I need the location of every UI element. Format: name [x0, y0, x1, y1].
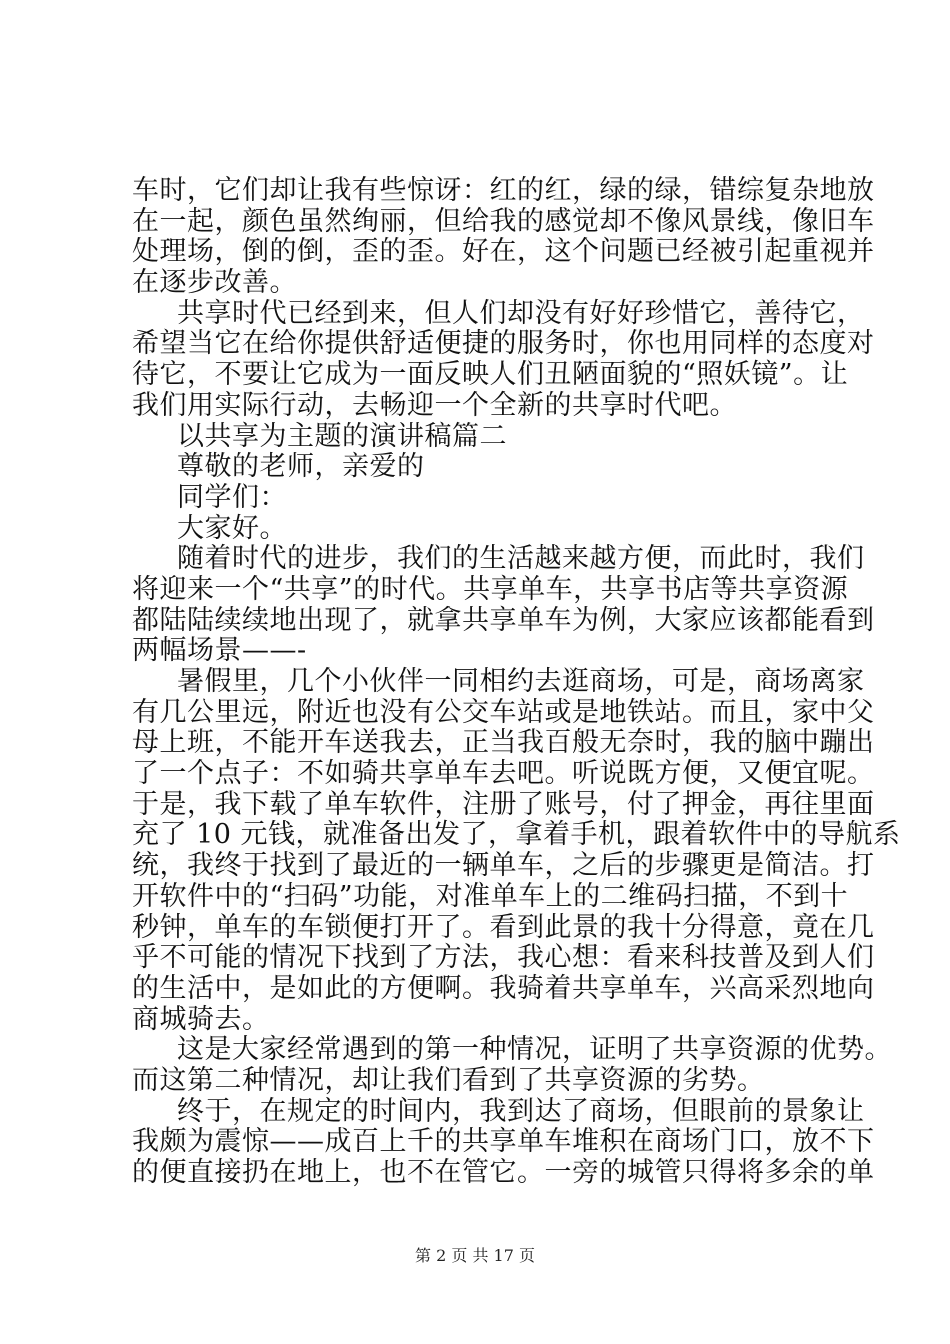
text-line: 这是大家经常遇到的第一种情况，证明了共享资源的优势。 [177, 1034, 892, 1066]
text-line: 的便直接扔在地上，也不在管它。一旁的城管只得将多余的单 [132, 1157, 875, 1188]
text-line: 在一起，颜色虽然绚丽，但给我的感觉却不像风景线，像旧车 [132, 205, 875, 237]
text-line: 我颇为震惊——成百上千的共享单车堆积在商场门口，放不下 [132, 1126, 875, 1158]
text-line: 希望当它在给你提供舒适便捷的服务时，你也用同样的态度对 [132, 328, 875, 360]
text-line: 尊敬的老师，亲爱的 [177, 451, 425, 483]
text-line: 共享时代已经到来，但人们却没有好好珍惜它，善待它， [177, 297, 865, 329]
document-body [132, 175, 901, 1189]
text-line: 在逐步改善。 [132, 267, 297, 299]
text-line: 大家好。 [177, 512, 287, 544]
text-line: 将迎来一个“共享”的时代。共享单车，共享书店等共享资源 [132, 573, 849, 605]
text-line: 暑假里，几个小伙伴一同相约去逛商场，可是，商场离家 [177, 666, 865, 697]
text-line: 都陆陆续续地出现了，就拿共享单车为例，大家应该都能看到 [132, 604, 875, 636]
text-line: 随着时代的进步，我们的生活越来越方便，而此时，我们 [177, 543, 865, 575]
text-line: 母上班，不能开车送我去，正当我百般无奈时，我的脑中蹦出 [132, 727, 875, 759]
text-line: 有几公里远，附近也没有公交车站或是地铁站。而且，家中父 [132, 696, 875, 728]
text-line: 同学们： [177, 481, 287, 513]
page-footer: 第 2 页 共 17 页 [415, 1246, 535, 1265]
text-line: 车时，它们却让我有些惊讶：红的红，绿的绿，错综复杂地放 [132, 175, 875, 206]
text-line: 开软件中的“扫码”功能，对准单车上的二维码扫描，不到十 [132, 880, 849, 912]
text-line: 处理场，倒的倒，歪的歪。好在，这个问题已经被引起重视并 [132, 236, 875, 268]
text-line: 于是，我下载了单车软件，注册了账号，付了押金，再往里面 [132, 788, 875, 820]
text-line: 两幅场景——- [132, 635, 307, 667]
text-line: 的生活中，是如此的方便啊。我骑着共享单车，兴高采烈地向 [132, 972, 875, 1004]
text-line: 乎不可能的情况下找到了方法，我心想：看来科技普及到人们 [132, 942, 875, 974]
text-line: 而这第二种情况，却让我们看到了共享资源的劣势。 [132, 1064, 765, 1096]
text-line: 了一个点子：不如骑共享单车去吧。听说既方便，又便宜呢。 [132, 758, 875, 790]
text-line: 终于，在规定的时间内，我到达了商场，但眼前的景象让 [177, 1095, 865, 1127]
text-line: 充了 10 元钱，就准备出发了，拿着手机，跟着软件中的导航系 [132, 819, 901, 851]
text-line: 待它，不要让它成为一面反映人们丑陋面貌的“照妖镜”。让 [132, 359, 849, 391]
text-line: 商城骑去。 [132, 1003, 270, 1035]
text-line: 我们用实际行动，去畅迎一个全新的共享时代吧。 [132, 389, 737, 421]
text-line: 统，我终于找到了最近的一辆单车，之后的步骤更是简洁。打 [132, 850, 875, 882]
text-line: 以共享为主题的演讲稿篇二 [177, 420, 507, 452]
text-line: 秒钟，单车的车锁便打开了。看到此景的我十分得意，竟在几 [132, 911, 875, 943]
